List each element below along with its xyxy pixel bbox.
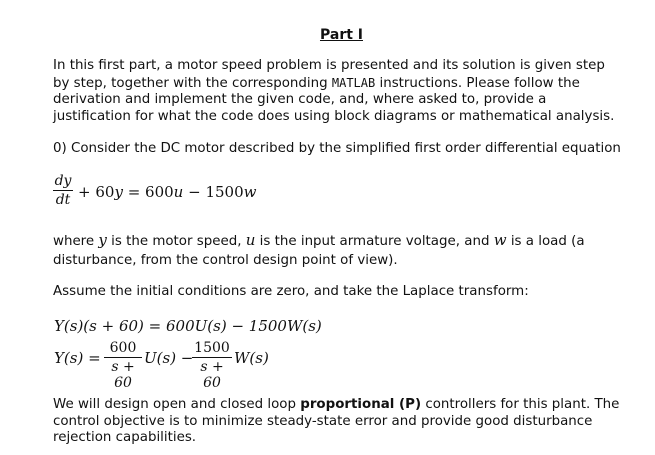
ode-rhs: + 60y = 600u − 1500w (78, 183, 257, 201)
intro-line-1: In this first part, a motor speed problem is presented and its solution is given step (53, 58, 605, 73)
where-paragraph (53, 231, 585, 270)
laplace2-mid: U(s) − (144, 349, 194, 367)
page-title: Part I (319, 27, 363, 43)
laplace-equation-1: Y(s)(s + 60) = 600U(s) − 1500W(s) (54, 317, 322, 335)
where-line-2: disturbance, from the control design point of view). (53, 253, 398, 268)
laplace2-end: W(s) (234, 349, 269, 367)
intro-line-2: by step, together with the corresponding MATLAB instructions. Please follow the (53, 75, 580, 91)
derivative-fraction: dy dt (54, 173, 72, 208)
intro-line-4: justification for what the code does using block diagrams or mathematical analysis. (53, 108, 615, 124)
fraction-600: 600 s + 60 (104, 340, 142, 391)
matlab-word: MATLAB (331, 75, 376, 90)
final-line-2: control objective is to minimize steady-state error and provide good disturbance (53, 413, 593, 429)
final-paragraph (53, 397, 619, 447)
final-line-3: rejection capabilities. (53, 430, 197, 446)
final-line-1: We will design open and closed loop proportional (P) controllers for this plant. The (53, 397, 620, 412)
bold-proportional: proportional (P) (300, 397, 422, 412)
laplace2-lhs: Y(s) = (54, 349, 101, 367)
assume-text: Assume the initial conditions are zero, and take the Laplace transform: (53, 284, 529, 299)
intro-paragraph (53, 58, 614, 125)
intro-line-3: derivation and implement the given code, and, where asked to, provide a (53, 92, 547, 108)
fraction-1500: 1500 s + 60 (192, 340, 232, 391)
step-0-text: 0) Consider the DC motor described by the simplified first order differential equation (53, 141, 621, 156)
where-line-1: where y is the motor speed, u is the input armature voltage, and w is a load (a (53, 231, 585, 249)
